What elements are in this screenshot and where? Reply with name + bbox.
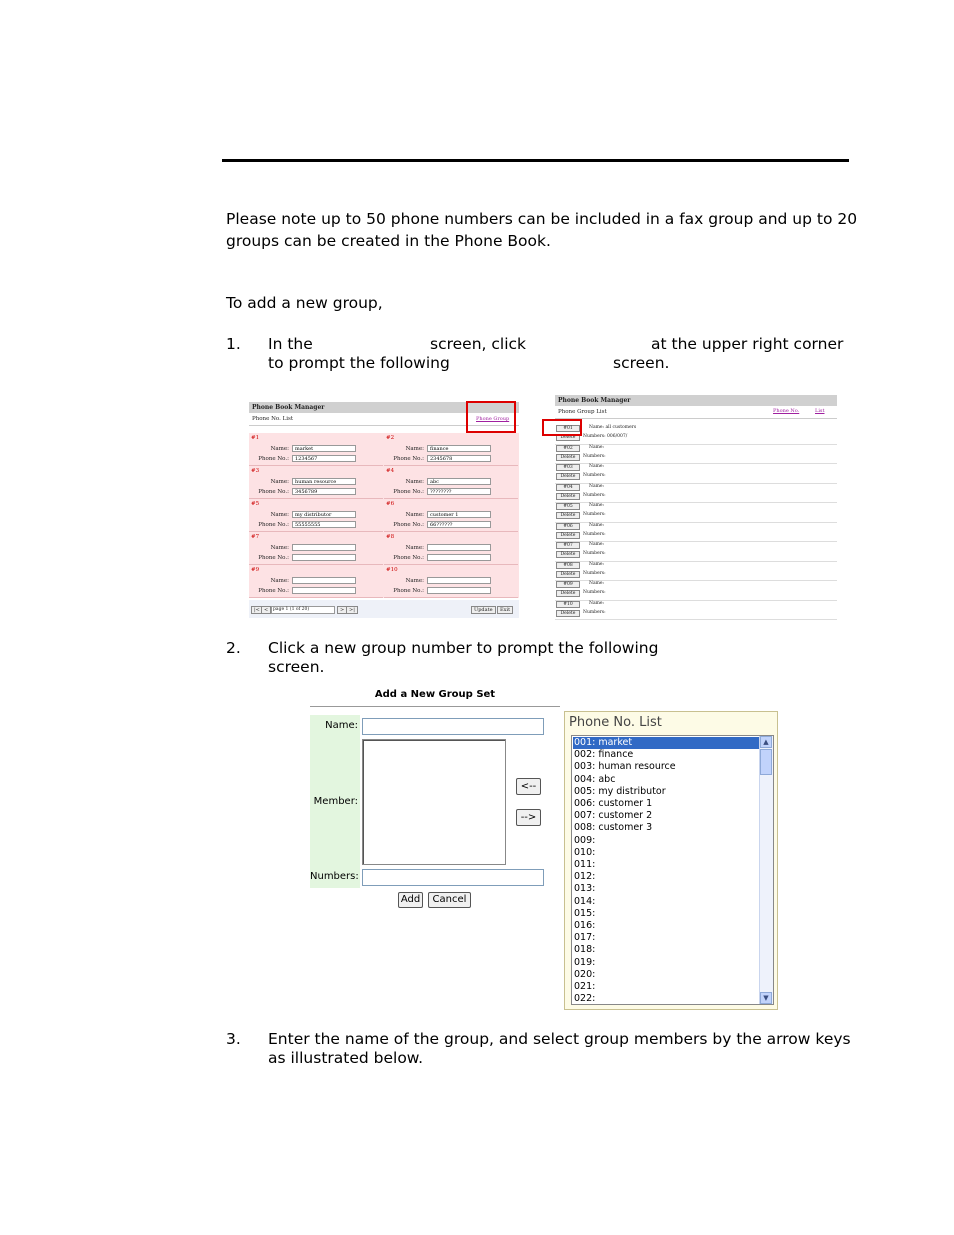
- list-item[interactable]: 016:: [574, 920, 596, 931]
- entry-name-label: Name:: [405, 479, 424, 485]
- list-item[interactable]: 007: customer 2: [574, 810, 653, 822]
- shot-b-subtitle: Phone Group List: [555, 406, 837, 419]
- highlight-phone-group-box: [466, 401, 516, 433]
- list-item[interactable]: 003: human resource: [574, 761, 676, 773]
- step-1-number: 1.: [226, 335, 241, 353]
- phone-entry: [249, 565, 383, 598]
- entry-name-label: Name:: [405, 545, 424, 551]
- entry-number: #3: [251, 468, 260, 474]
- group-number-button[interactable]: #04: [556, 484, 580, 491]
- entry-phone-input[interactable]: [427, 455, 491, 462]
- group-name: Name: all customers: [589, 425, 637, 430]
- move-left-button[interactable]: <--: [516, 778, 541, 795]
- exit-button[interactable]: Exit: [497, 606, 513, 614]
- list-item[interactable]: 019:: [574, 956, 596, 968]
- delete-button[interactable]: Delete: [556, 571, 580, 578]
- entry-name-label: Name:: [270, 446, 289, 452]
- group-number-button[interactable]: #06: [556, 523, 580, 530]
- step-1-part-1: In the: [268, 335, 313, 353]
- group-name: Name:: [589, 542, 605, 547]
- page-select[interactable]: page 1 (1 of 20): [271, 606, 335, 614]
- entry-name-input[interactable]: [427, 544, 491, 551]
- group-row: [555, 580, 837, 601]
- entry-number: #10: [386, 567, 398, 573]
- entry-number: #8: [386, 534, 395, 540]
- group-number-button[interactable]: #09: [556, 581, 580, 588]
- step-2-line-1: Click a new group number to prompt the following: [268, 639, 659, 657]
- last-page-button[interactable]: >|: [346, 606, 358, 614]
- entry-name-label: Name:: [270, 479, 289, 485]
- list-item[interactable]: 022:: [574, 993, 596, 1005]
- list-item[interactable]: 012:: [574, 871, 596, 883]
- move-right-button[interactable]: -->: [516, 809, 541, 826]
- highlight-group-number-box: [542, 419, 582, 436]
- phone-entry: [249, 532, 383, 565]
- listbox-scrollbar[interactable]: [759, 736, 773, 1004]
- entry-name-label: Name:: [405, 512, 424, 518]
- entry-phone-input[interactable]: [292, 587, 356, 594]
- step-3-line-2: as illustrated below.: [268, 1049, 423, 1067]
- group-name: Name:: [589, 483, 605, 489]
- list-item[interactable]: 014:: [574, 895, 596, 907]
- list-item[interactable]: 001: market: [573, 737, 760, 749]
- group-row: [555, 444, 837, 465]
- next-page-button[interactable]: >: [337, 606, 347, 614]
- first-page-button[interactable]: |<: [251, 606, 263, 614]
- group-numbers: Numbers:: [583, 590, 606, 595]
- entry-name-input[interactable]: [292, 577, 356, 584]
- list-item[interactable]: 018:: [574, 944, 596, 956]
- entry-phone-label: Phone No.:: [393, 489, 424, 495]
- phone-no-list-title: Phone No. List: [569, 715, 662, 730]
- step-2-number: 2.: [226, 639, 241, 657]
- list-item[interactable]: 008: customer 3: [574, 822, 653, 834]
- group-row: [555, 483, 837, 504]
- group-row: [555, 502, 837, 523]
- group-name: Name:: [589, 561, 605, 567]
- entry-phone-label: Phone No.:: [258, 555, 289, 561]
- phone-entry: [384, 532, 518, 565]
- step-3-number: 3.: [226, 1030, 241, 1048]
- entry-phone-label: Phone No.:: [393, 555, 424, 561]
- entry-phone-input[interactable]: [427, 554, 491, 561]
- step-1-line-2b: screen.: [613, 354, 670, 372]
- phone-entry-grid: [249, 433, 519, 598]
- entry-name-input[interactable]: [427, 577, 491, 584]
- group-numbers: Numbers:: [583, 531, 606, 537]
- group-row: [555, 541, 837, 562]
- shot-b-title: Phone Book Manager: [555, 395, 837, 406]
- scroll-down-icon[interactable]: ▼: [760, 992, 772, 1004]
- group-numbers: Numbers:: [583, 492, 606, 498]
- shot-a-subtitle: Phone No. List: [249, 413, 519, 426]
- entry-name-label: Name:: [270, 578, 289, 584]
- entry-phone-label: Phone No.:: [393, 456, 424, 462]
- list-item[interactable]: 005: my distributor: [574, 785, 666, 797]
- delete-button[interactable]: Delete: [556, 551, 580, 558]
- entry-name-input[interactable]: [427, 478, 491, 485]
- entry-number: #4: [386, 468, 395, 474]
- group-name: Name:: [589, 522, 605, 528]
- group-numbers: Numbers:: [583, 551, 606, 556]
- group-name: Name:: [589, 444, 605, 450]
- group-name-input[interactable]: [362, 718, 544, 735]
- numbers-input[interactable]: [362, 869, 544, 886]
- intro-line-1: Please note up to 50 phone numbers can be included in a fax group and up to 20: [226, 210, 858, 228]
- list-item[interactable]: 020:: [574, 968, 596, 980]
- shot-a-title: Phone Book Manager: [249, 402, 519, 413]
- entry-phone-input[interactable]: [427, 488, 491, 495]
- list-item[interactable]: 021:: [574, 981, 596, 992]
- group-name: Name:: [589, 600, 605, 606]
- entry-name-label: Name:: [270, 512, 289, 518]
- group-name: Name:: [589, 464, 605, 469]
- group-row: [555, 522, 837, 543]
- entry-name-input[interactable]: [427, 511, 491, 518]
- phone-entry: [249, 499, 383, 532]
- list-link[interactable]: List: [815, 408, 825, 414]
- prev-page-button[interactable]: <: [261, 606, 271, 614]
- delete-button[interactable]: Delete: [556, 454, 580, 461]
- phone-entry: [249, 466, 383, 499]
- step-1-part-3: at the upper right corner: [651, 335, 844, 353]
- group-number-button[interactable]: #05: [556, 503, 580, 510]
- group-row: [555, 463, 837, 484]
- entry-phone-label: Phone No.:: [258, 456, 289, 462]
- intro-line-2: groups can be created in the Phone Book.: [226, 232, 551, 250]
- group-number-button[interactable]: #08: [556, 562, 580, 569]
- group-row: [555, 561, 837, 582]
- entry-number: #7: [251, 534, 260, 540]
- entry-phone-input[interactable]: [292, 521, 356, 528]
- header-rule: [222, 159, 849, 162]
- add-group-form-title: Add a New Group Set: [374, 689, 496, 700]
- entry-phone-label: Phone No.:: [258, 522, 289, 528]
- delete-button[interactable]: Delete: [556, 473, 580, 480]
- list-item[interactable]: 009:: [574, 834, 596, 846]
- phone-entry: [249, 433, 383, 466]
- list-item[interactable]: 015:: [574, 907, 596, 919]
- entry-phone-label: Phone No.:: [258, 588, 289, 594]
- step-1-part-2: screen, click: [430, 335, 527, 353]
- list-item[interactable]: 004: abc: [574, 773, 616, 785]
- form-title-rule: [310, 706, 560, 707]
- list-item[interactable]: 010:: [574, 846, 596, 858]
- phone-entry: [384, 433, 518, 466]
- entry-number: #1: [251, 435, 260, 441]
- group-row: [555, 600, 837, 621]
- step-1-line-2a: to prompt the following: [268, 354, 450, 372]
- group-row: [555, 424, 837, 445]
- numbers-label: Numbers:: [310, 871, 359, 882]
- scroll-thumb[interactable]: [760, 749, 772, 775]
- entry-number: #9: [251, 567, 260, 573]
- list-item[interactable]: 017:: [574, 932, 596, 944]
- group-number-button[interactable]: #07: [556, 542, 580, 549]
- phone-no-listbox[interactable]: [571, 735, 774, 1005]
- cancel-button[interactable]: Cancel: [428, 892, 471, 908]
- entry-name-label: Name:: [270, 545, 289, 551]
- phone-entry: [384, 466, 518, 499]
- step-3-line-1: Enter the name of the group, and select group members by the arrow keys: [268, 1030, 851, 1048]
- list-item[interactable]: 011:: [574, 859, 596, 870]
- group-numbers: Numbers:: [583, 512, 606, 517]
- entry-phone-label: Phone No.:: [258, 489, 289, 495]
- scroll-up-icon[interactable]: ▲: [760, 736, 772, 748]
- group-numbers: Numbers:: [583, 570, 606, 576]
- entry-name-label: Name:: [405, 446, 424, 452]
- entry-number: #5: [251, 501, 260, 507]
- group-number-button[interactable]: #01: [556, 425, 580, 432]
- step-2-line-2: screen.: [268, 658, 325, 676]
- phone-no-list-panel: [564, 711, 778, 1010]
- entry-name-label: Name:: [405, 578, 424, 584]
- phone-group-link[interactable]: Phone Group: [476, 416, 510, 422]
- phone-entry: [384, 499, 518, 532]
- list-item[interactable]: 006: customer 1: [574, 798, 653, 809]
- member-listbox[interactable]: [362, 739, 506, 865]
- entry-phone-input[interactable]: [427, 587, 491, 594]
- entry-name-input[interactable]: [292, 445, 356, 452]
- update-button[interactable]: Update: [471, 606, 496, 614]
- entry-name-input[interactable]: [427, 445, 491, 452]
- group-number-button[interactable]: #02: [556, 445, 580, 452]
- phone-group-list-screenshot: [555, 395, 837, 619]
- delete-button[interactable]: Delete: [556, 512, 580, 519]
- delete-button[interactable]: Delete: [556, 610, 580, 617]
- add-group-intro: To add a new group,: [226, 294, 383, 312]
- list-item[interactable]: 002: finance: [574, 749, 634, 761]
- list-item[interactable]: 013:: [574, 883, 596, 895]
- entry-phone-input[interactable]: [427, 521, 491, 528]
- delete-button[interactable]: Delete: [556, 590, 580, 597]
- entry-name-input[interactable]: [292, 544, 356, 551]
- delete-button[interactable]: Delete: [556, 493, 580, 500]
- group-name: Name:: [589, 503, 605, 508]
- entry-phone-label: Phone No.:: [393, 588, 424, 594]
- name-label: Name:: [325, 720, 358, 731]
- entry-phone-input[interactable]: [292, 554, 356, 561]
- group-number-button[interactable]: #03: [556, 464, 580, 471]
- group-numbers: Numbers:: [583, 473, 606, 478]
- entry-number: #2: [386, 435, 395, 441]
- delete-button[interactable]: Delete: [556, 434, 580, 441]
- phone-no-link[interactable]: Phone No.: [773, 408, 800, 414]
- entry-phone-label: Phone No.:: [393, 522, 424, 528]
- entry-name-input[interactable]: [292, 511, 356, 518]
- group-numbers: Numbers:: [583, 453, 606, 459]
- entry-number: #6: [386, 501, 395, 507]
- phone-entry: [384, 565, 518, 598]
- group-numbers: Numbers:: [583, 609, 606, 615]
- group-name: Name:: [589, 581, 605, 586]
- group-number-button[interactable]: #10: [556, 601, 580, 608]
- member-label: Member:: [313, 796, 358, 807]
- entry-phone-input[interactable]: [292, 455, 356, 462]
- add-button[interactable]: Add: [398, 892, 423, 908]
- delete-button[interactable]: Delete: [556, 532, 580, 539]
- phone-no-list-screenshot: [249, 402, 519, 618]
- entry-name-input[interactable]: [292, 478, 356, 485]
- entry-phone-input[interactable]: [292, 488, 356, 495]
- group-numbers: Numbers: 006/007/: [583, 434, 628, 439]
